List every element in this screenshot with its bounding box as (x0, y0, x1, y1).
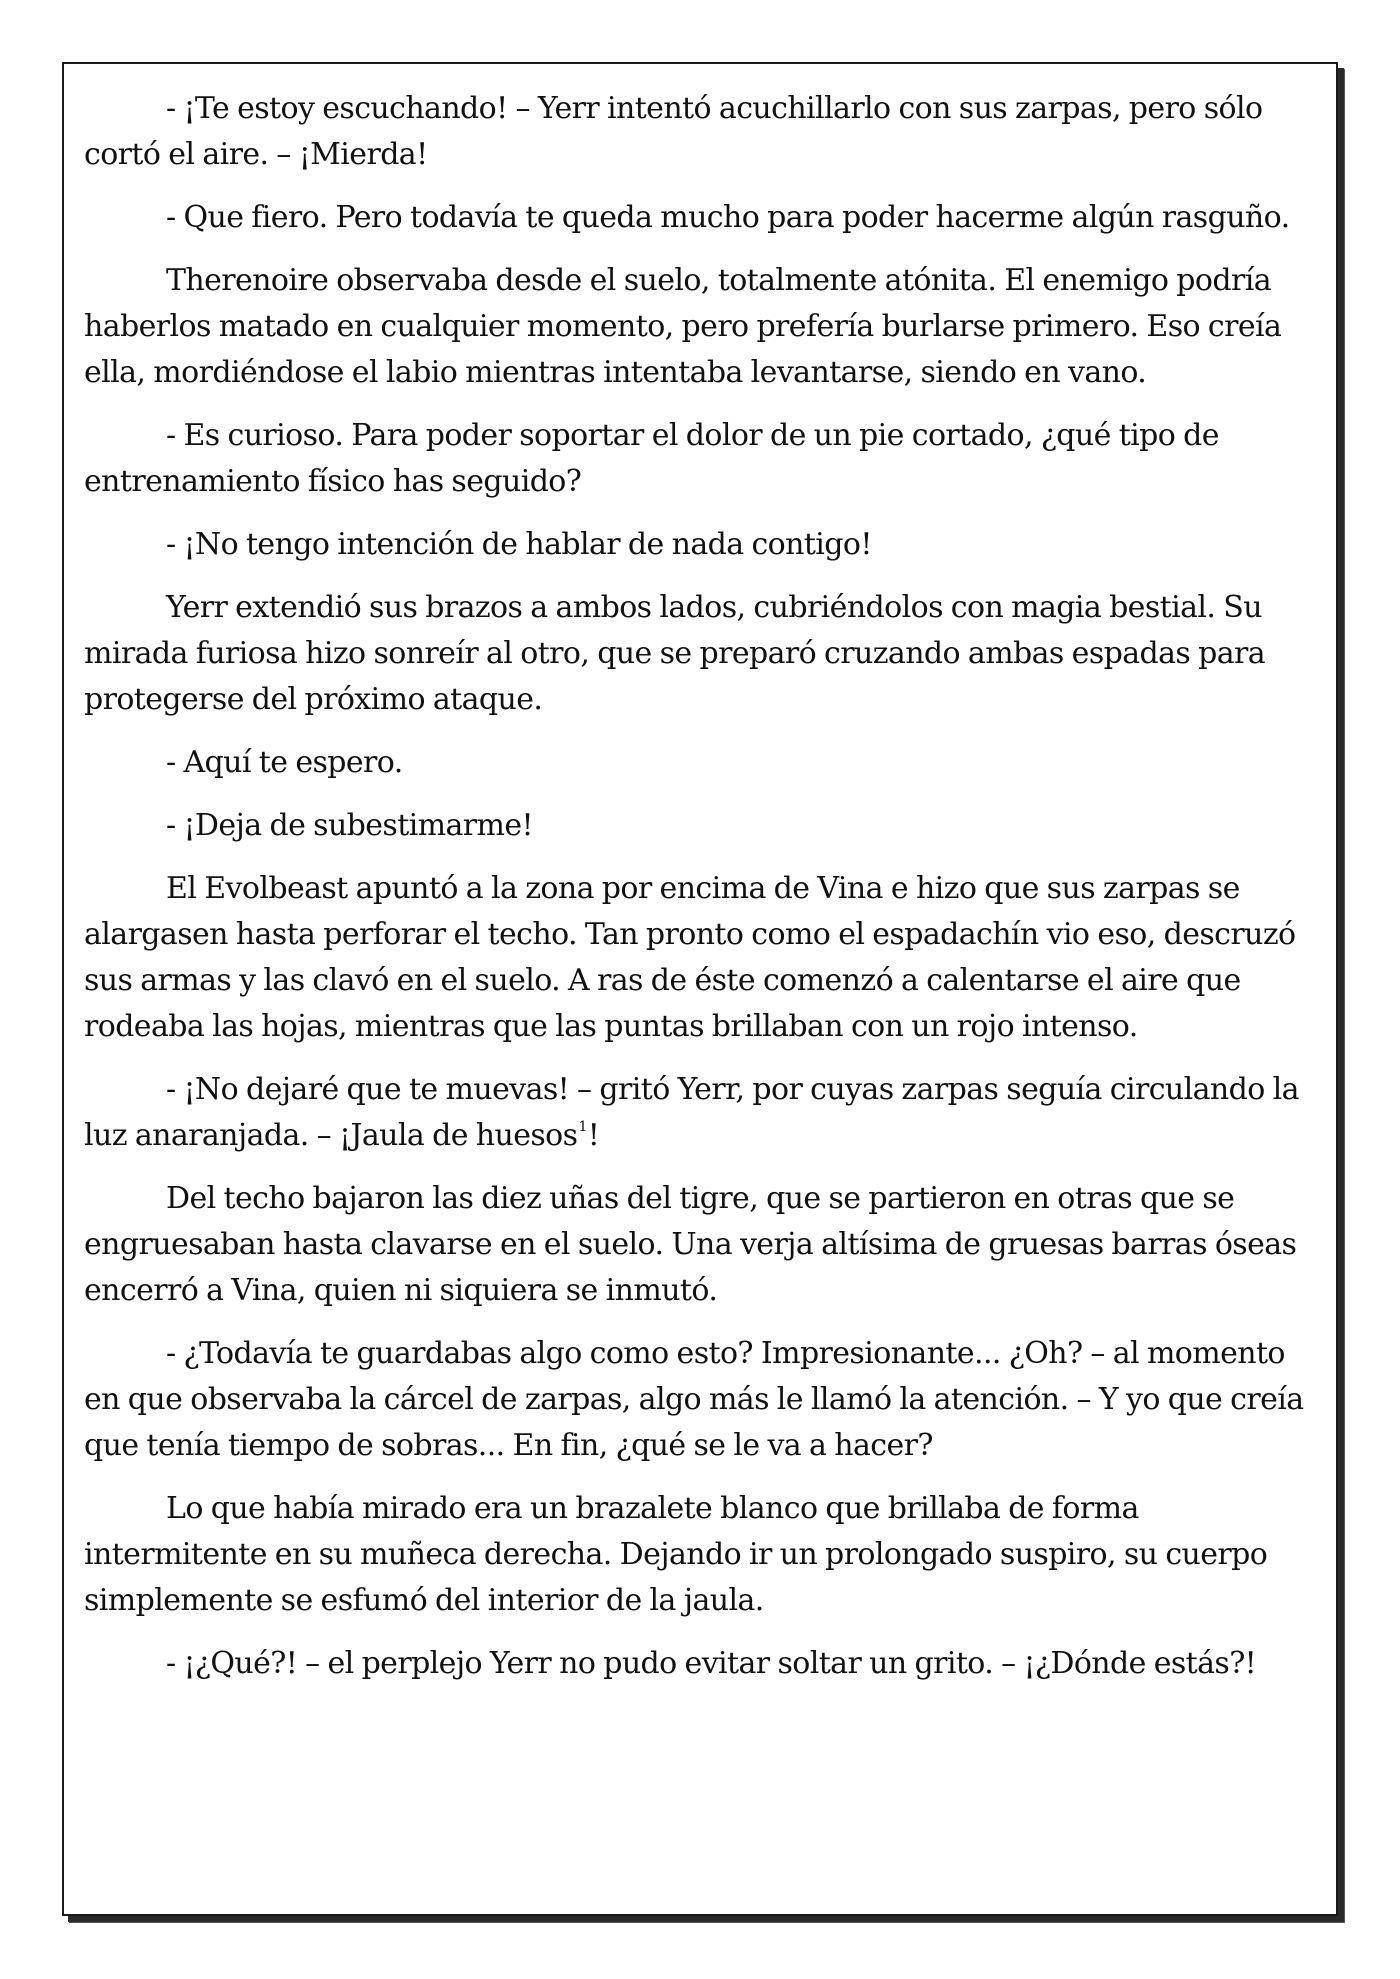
paragraph: Lo que había mirado era un brazalete blanco que brillaba de forma intermitente en su muñeca derecha. Dejando ir un prolongado suspiro, su cuerpo simplemente se esfumó del interior de la jaula. (84, 1491, 1268, 1618)
paragraph-with-footnote (84, 1067, 1316, 1159)
paragraph: El Evolbeast apuntó a la zona por encima de Vina e hizo que sus zarpas se alargasen hasta perforar el techo. Tan pronto como el espadachín vio eso, descruzó sus armas y las clavó en el suelo. A ras de éste comenzó a calentarse el aire que rodeaba las hojas, mientras que las puntas brillaban con un rojo intenso. (84, 871, 1296, 1044)
paragraph: - ¡Deja de subestimarme! (166, 808, 534, 843)
paragraph: - Que fiero. Pero todavía te queda mucho para poder hacerme algún rasguño. (166, 200, 1290, 235)
paragraph-tail: ! (587, 1118, 600, 1153)
footnote-marker[interactable]: 1 (578, 1119, 587, 1135)
paragraph: Yerr extendió sus brazos a ambos lados, cubriéndolos con magia bestial. Su mirada furiosa hizo sonreír al otro, que se preparó cruzando ambas espadas para protegerse del próximo ataque. (84, 590, 1266, 717)
paragraph-text: - ¡No dejaré que te muevas! – gritó Yerr, por cuyas zarpas seguía circulando la luz anaranjada. – ¡Jaula de huesos (84, 1072, 1299, 1153)
paragraph: Therenoire observaba desde el suelo, totalmente atónita. El enemigo podría haberlos matado en cualquier momento, pero prefería burlarse primero. Eso creía ella, mordiéndose el labio mientras intentaba levantarse, siendo en vano. (84, 263, 1282, 390)
paragraph: Del techo bajaron las diez uñas del tigre, que se partieron en otras que se engruesaban hasta clavarse en el suelo. Una verja altísima de gruesas barras óseas encerró a Vina, quien ni siquiera se inmutó. (84, 1181, 1297, 1308)
paragraph: - ¡Te estoy escuchando! – Yerr intentó acuchillarlo con sus zarpas, pero sólo cortó el aire. – ¡Mierda! (84, 91, 1263, 172)
paragraph: - ¡¿Qué?! – el perplejo Yerr no pudo evitar soltar un grito. – ¡¿Dónde estás?! (166, 1646, 1257, 1681)
paragraph: - Es curioso. Para poder soportar el dolor de un pie cortado, ¿qué tipo de entrenamiento físico has seguido? (84, 418, 1219, 499)
document-body (84, 86, 1316, 1704)
paragraph: - ¡No tengo intención de hablar de nada contigo! (166, 527, 872, 562)
paragraph: - ¿Todavía te guardabas algo como esto? Impresionante... ¿Oh? – al momento en que observaba la cárcel de zarpas, algo más le llamó la atención. – Y yo que creía que tenía tiempo de sobras... En fin, ¿qué se le va a hacer? (84, 1336, 1304, 1463)
paragraph: - Aquí te espero. (166, 745, 403, 780)
